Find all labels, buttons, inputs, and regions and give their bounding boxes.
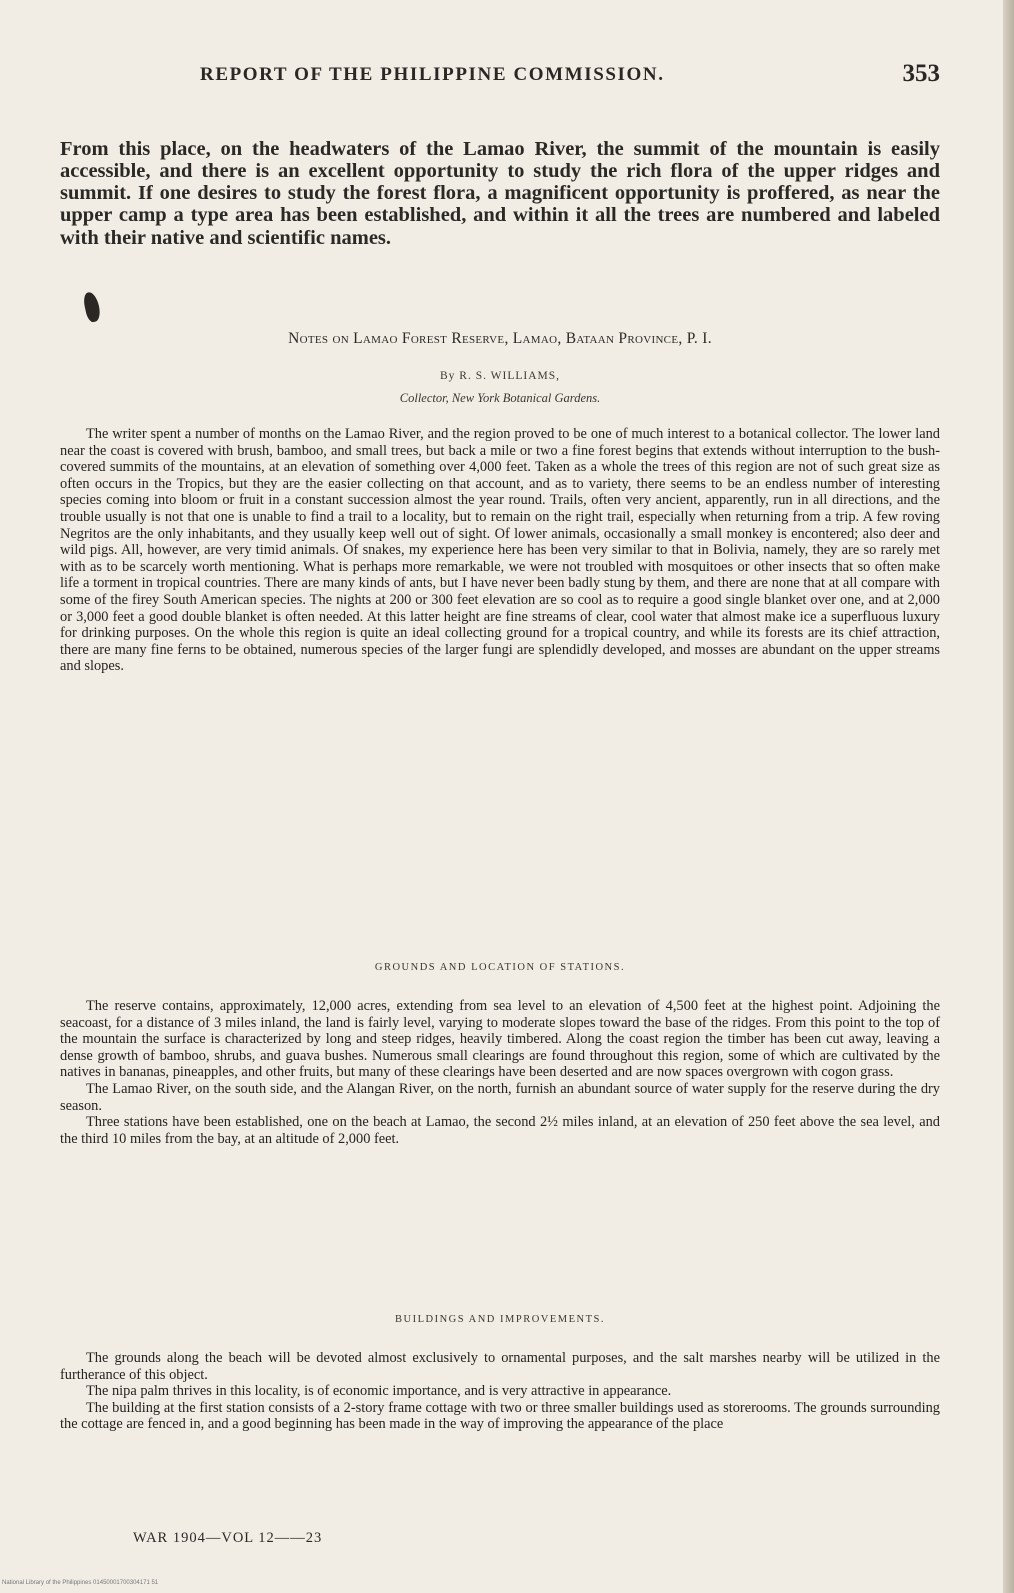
page-header <box>200 60 940 100</box>
ink-blot <box>82 291 102 323</box>
author-affiliation: Collector, New York Botanical Gardens. <box>399 391 601 405</box>
section-heading-buildings: BUILDINGS AND IMPROVEMENTS. <box>395 1314 605 1325</box>
body-paragraph: The reserve contains, approximately, 12,000 acres, extending from sea level to an elevation of 4,500 feet at the highest point. Adjoining the seacoast, for a distance of 3 miles inland, the land is fairly level, varying to moderate slopes toward the base of the ridges. From this point to the top of the mountain the surface is characterized by long and steep ridges, heavily timbered. Along the coast region the timber has been cut away, leaving a dense growth of bamboo, shrubs, and guava bushes. Numerous small clearings are found throughout this region, some of which are cultivated by the natives in bananas, pineapples, and other fruits, but many of these clearings have been deserted and are now spaces overgrown with cogon grass. <box>60 998 940 1081</box>
section-heading-grounds: GROUNDS AND LOCATION OF STATIONS. <box>374 962 626 973</box>
body-paragraph: The nipa palm thrives in this locality, is of economic importance, and is very attractive in appearance. <box>86 1383 672 1400</box>
intro-section <box>60 426 940 675</box>
page-number: 353 <box>902 60 940 87</box>
running-head: REPORT OF THE PHILIPPINE COMMISSION. <box>200 64 665 85</box>
article-byline: By R. S. WILLIAMS, <box>439 370 561 382</box>
buildings-section <box>60 1314 940 1433</box>
grounds-section <box>60 962 940 1147</box>
scan-imprint: National Library of the Philippines 01450001700304171 51 <box>2 1580 159 1586</box>
page-edge-shadow <box>1003 0 1014 1593</box>
body-paragraph: The Lamao River, on the south side, and the Alangan River, on the north, furnish an abundant source of water supply for the reserve during the dry season. <box>60 1080 940 1114</box>
body-paragraph: Three stations have been established, one on the beach at Lamao, the second 2½ miles inland, at an elevation of 250 feet above the sea level, and the third 10 miles from the bay, at an altitude of 2,000 feet. <box>60 1114 940 1147</box>
body-paragraph: The grounds along the beach will be devoted almost exclusively to ornamental purposes, and the salt marshes nearby will be utilized in the furtherance of this object. <box>60 1350 940 1383</box>
article-title: Notes on Lamao Forest Reserve, Lamao, Bataan Province, P. I. <box>288 330 712 347</box>
body-paragraph: The building at the first station consists of a 2-story frame cottage with two or three smaller buildings used as storerooms. The grounds surrounding the cottage are fenced in, and a good beginning has been made in the way of improving the appearance of the place <box>60 1399 940 1433</box>
signature-mark: WAR 1904—VOL 12——23 <box>133 1530 323 1546</box>
lead-paragraph: From this place, on the headwaters of the Lamao River, the summit of the mountain is easily accessible, and there is an excellent opportunity to study the rich flora of the upper ridges and summit. If one desires to study the forest flora, a magnificent opportunity is proffered, as near the upper camp a type area has been established, and within it all the trees are numbered and labeled with their native and scientific names. <box>60 137 940 249</box>
intro-paragraph: The writer spent a number of months on the Lamao River, and the region proved to be one of much interest to a botanical collector. The lower land near the coast is covered with brush, bamboo, and small trees, but back a mile or two a fine forest begins that extends without interruption to the bush-covered summits of the mountains, at an elevation of something over 4,000 feet. Taken as a whole the trees of this region are not of such great size as often occurs in the Tropics, but they are the easier collecting on that account, and as to variety, there seems to be an endless number of interesting species coming into bloom or fruit in a constant succession almost the year round. Trails, often very ancient, apparently, run in all directions, and the trouble usually is not that one is unable to find a trail to a locality, but to remain on the right trail, especially when returning from a trip. A few roving Negritos are the only inhabitants, and they usually keep well out of sight. Of lower animals, occasionally a small monkey is encontered; also deer and wild pigs. All, however, are very timid animals. Of snakes, my experience here has been very similar to that in Bolivia, namely, they are so rarely met with as to be scarcely worth mentioning. What is perhaps more remarkable, we were not troubled with mosquitoes or other insects that so often make life a torment in tropical countries. There are many kinds of ants, but I have never been badly stung by them, and there are none that at all compare with some of the firey South American species. The nights at 200 or 300 feet elevation are so cool as to require a good single blanket over one, and at 2,000 or 3,000 feet a good double blanket is often needed. At this latter height are fine streams of clear, cool water that almost make ice a superfluous luxury for drinking purposes. On the whole this region is quite an ideal collecting ground for a tropical country, and while its forests are its chief attraction, there are many fine ferns to be obtained, numerous species of the larger fungi are splendidly developed, and mosses are abundant on the upper streams and slopes. <box>60 426 940 675</box>
